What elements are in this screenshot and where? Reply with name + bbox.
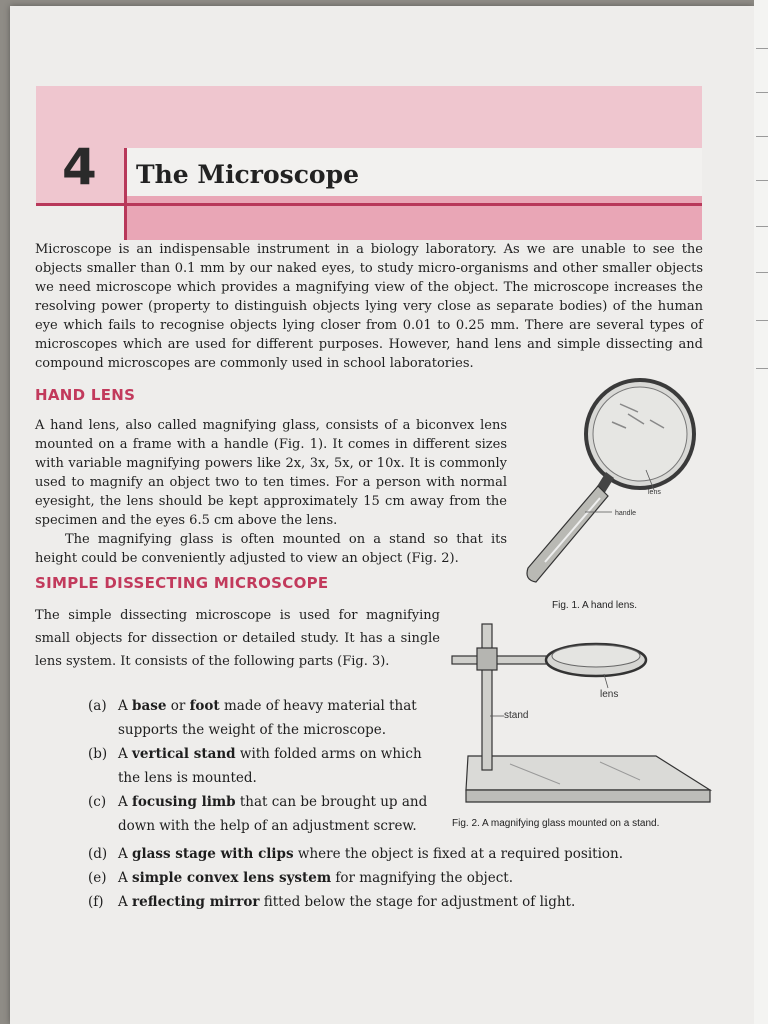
- mounted-lens-glass: [552, 645, 640, 667]
- list-item-marker: (b): [88, 746, 108, 762]
- stand-base-top: [466, 756, 710, 790]
- fig1-handle-label: handle: [615, 510, 637, 517]
- fig2-stand-label: stand: [504, 710, 529, 721]
- list-item-marker: (c): [88, 794, 107, 810]
- arm-clamp: [477, 648, 497, 670]
- handle-highlight: [545, 498, 600, 562]
- lens-glass: [593, 387, 687, 481]
- hand-lens-paragraph: The magnifying glass is often mounted on a stand so that its height could be conveniently adjusted to view an object (Fig. 2).: [35, 532, 507, 566]
- intro-paragraph: Microscope is an indispensable instrument in a biology laboratory. As we are unable to see the objects smaller than 0.1 mm by our naked eyes, to study micro-organisms and other smaller objects we need microscope which provides a magnifying view of the object. The microscope increases the resolving power (property to distinguish objects lying very close as separate bodies) of the human eye which fails to recognise objects lying closer from 0.01 to 0.25 mm. There are several types of microscopes which are used for different purposes. However, hand lens and simple dissecting and compound microscopes are commonly used in school laboratories.: [35, 242, 703, 371]
- list-item-marker: (e): [88, 870, 107, 886]
- section-heading-hand-lens: HAND LENS: [35, 386, 136, 404]
- list-item-marker: (d): [88, 846, 108, 862]
- fig2-caption: Fig. 2. A magnifying glass mounted on a stand.: [452, 818, 660, 829]
- chapter-number: 4: [62, 138, 97, 196]
- fig1-lens-label: lens: [648, 489, 661, 496]
- chapter-title: The Microscope: [136, 160, 359, 189]
- list-item-marker: (f): [88, 894, 104, 910]
- fig2-lens-label: lens: [600, 689, 619, 700]
- list-item: (c) A focusing limb that can be brought up and down with the help of an adjustment screw.: [88, 790, 448, 838]
- list-item: (e) A simple convex lens system for magnifying the object.: [88, 866, 708, 890]
- stand-base-front: [466, 790, 710, 802]
- horizontal-arm: [452, 656, 556, 664]
- list-item: (b) A vertical stand with folded arms on which the lens is mounted.: [88, 742, 448, 790]
- handle-shape: [527, 486, 608, 582]
- list-item: (f) A reflecting mirror fitted below the stage for adjustment of light.: [88, 890, 708, 914]
- vertical-stand: [482, 624, 492, 770]
- fig1-caption: Fig. 1. A hand lens.: [552, 600, 638, 611]
- list-item: (a) A base or foot made of heavy material that supports the weight of the microscope.: [88, 694, 448, 742]
- list-item-marker: (a): [88, 698, 107, 714]
- mounted-magnifier-illustration: [452, 624, 710, 802]
- hand-lens-paragraph: A hand lens, also called magnifying glass, consists of a biconvex lens mounted on a frame with a handle (Fig. 1). It comes in different sizes with variable magnifying powers like 2x, 3x, 5x, or 10x. It is commonly used to magnify an object two to ten times. For a person with normal eyesight, the lens should be kept approximately 15 cm away from the specimen and the eyes 6.5 cm above the lens.: [35, 418, 507, 528]
- simple-microscope-paragraph: The simple dissecting microscope is used for magnifying small objects for dissection or detailed study. It has a single lens system. It consists of the following parts (Fig. 3).: [35, 608, 440, 669]
- section-heading-simple-microscope: SIMPLE DISSECTING MICROSCOPE: [35, 574, 329, 592]
- list-item: (d) A glass stage with clips where the object is fixed at a required position.: [88, 842, 708, 866]
- hand-lens-illustration: [527, 380, 694, 582]
